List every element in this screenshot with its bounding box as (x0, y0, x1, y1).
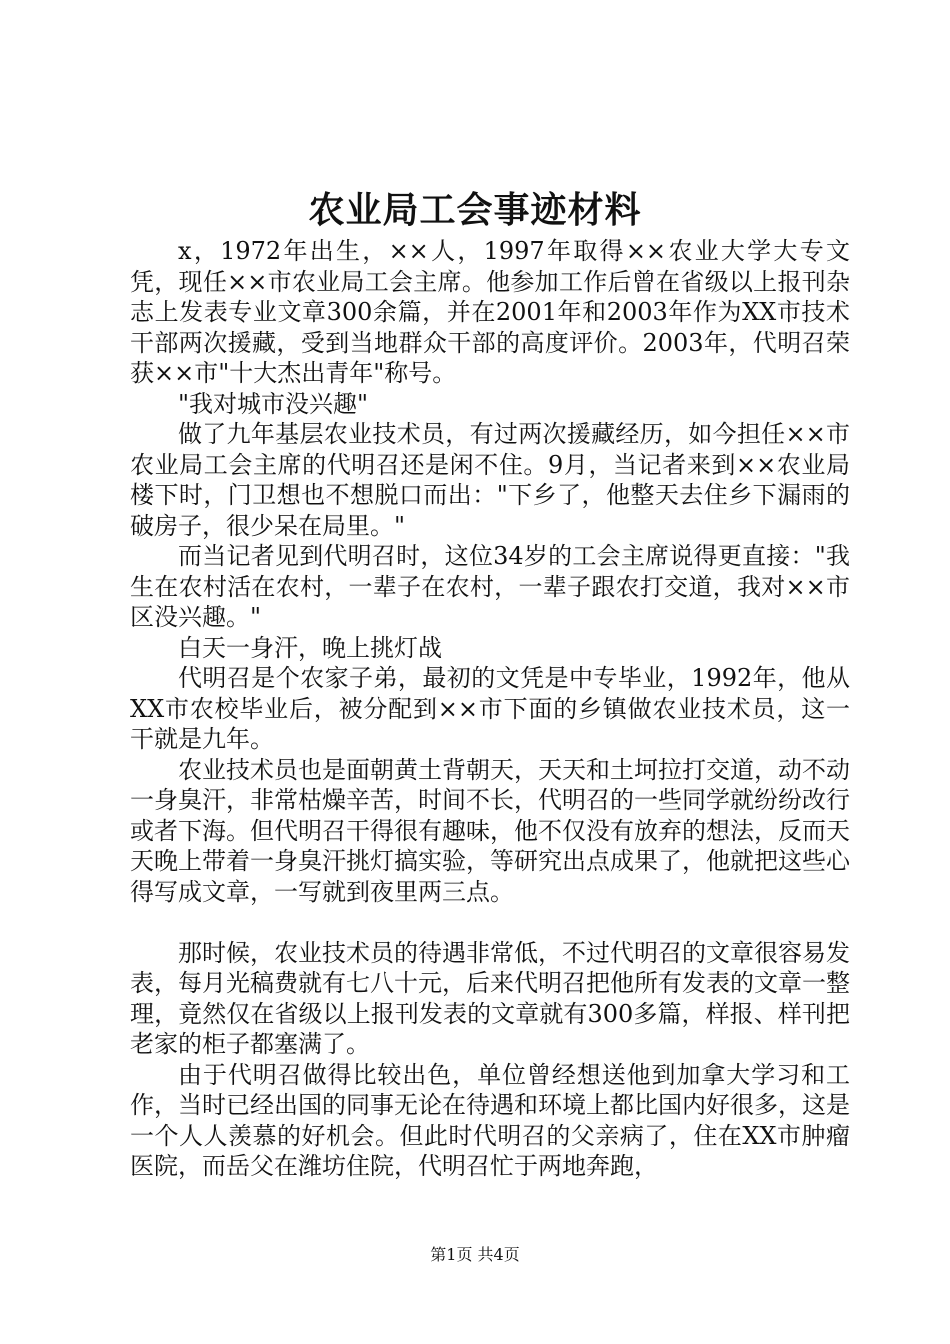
paragraph-nine-years: 做了九年基层农业技术员，有过两次援藏经历，如今担任××市农业局工会主席的代明召还是闲不住。9月，当记者来到××农业局楼下时，门卫想也不想脱口而出："下乡了，他整天去住乡下漏雨的破房子，很少呆在局里。" (130, 420, 850, 540)
paragraph-background: 代明召是个农家子弟，最初的文凭是中专毕业，1992年，他从XX市农校毕业后，被分配到××市下面的乡镇做农业技术员，这一干就是九年。 (130, 664, 850, 753)
document-body (130, 236, 850, 1182)
paragraph-interview: 而当记者见到代明召时，这位34岁的工会主席说得更直接："我生在农村活在农村，一辈子在农村，一辈子跟农打交道，我对××市区没兴趣。" (130, 542, 850, 631)
paragraph-canada-opportunity: 由于代明召做得比较出色，单位曾经想送他到加拿大学习和工作，当时已经出国的同事无论在待遇和环境上都比国内好很多，这是一个人人羡慕的好机会。但此时代明召的父亲病了，住在XX市肿瘤医院，而岳父在潍坊住院，代明召忙于两地奔跑， (130, 1060, 850, 1180)
section-heading-city: "我对城市没兴趣" (178, 389, 369, 418)
paragraph-spacer (130, 907, 850, 938)
section-heading-night-work: 白天一身汗，晚上挑灯战 (178, 633, 442, 662)
paragraph-technician-work: 农业技术员也是面朝黄土背朝天，天天和土坷拉打交道，动不动一身臭汗，非常枯燥辛苦，时间不长，代明召的一些同学就纷纷改行或者下海。但代明召干得很有趣味，他不仅没有放弃的想法，反而天天晚上带着一身臭汗挑灯搞实验，等研究出点成果了，他就把这些心得写成文章，一写就到夜里两三点。 (130, 755, 850, 906)
page-footer: 第1页 共4页 (430, 1245, 520, 1264)
document-title: 农业局工会事迹材料 (308, 189, 642, 231)
paragraph-articles: 那时候，农业技术员的待遇非常低，不过代明召的文章很容易发表，每月光稿费就有七八十元，后来代明召把他所有发表的文章一整理，竟然仅在省级以上报刊发表的文章就有300多篇，样报、样刊把老家的柜子都塞满了。 (130, 938, 850, 1058)
paragraph-intro: x，1972年出生，××人，1997年取得××农业大学大专文凭，现任××市农业局工会主席。他参加工作后曾在省级以上报刊杂志上发表专业文章300余篇，并在2001年和2003年作为XX市技术干部两次援藏，受到当地群众干部的高度评价。2003年，代明召荣获××市"十大杰出青年"称号。 (130, 237, 850, 387)
